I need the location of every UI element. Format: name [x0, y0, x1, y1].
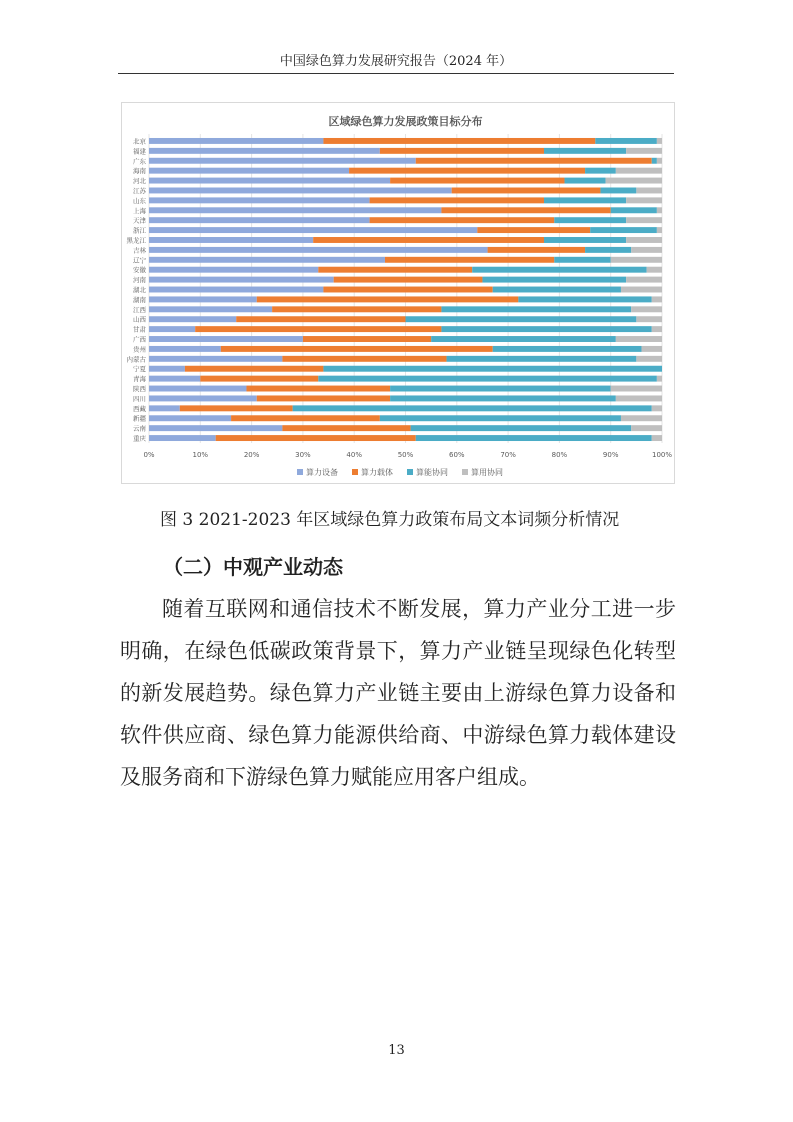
bar-segment: [621, 415, 662, 421]
bar-segment: [349, 168, 585, 174]
bar-segment: [452, 187, 601, 193]
x-tick-label: 60%: [449, 451, 465, 459]
bar-segment: [200, 376, 318, 382]
bar-segment: [149, 415, 231, 421]
bar-segment: [606, 178, 662, 184]
bar-segment: [313, 237, 544, 243]
category-label: 吉林: [133, 246, 146, 255]
bar-segment: [600, 187, 636, 193]
bar-segment: [518, 296, 651, 302]
bar-segment: [318, 267, 472, 273]
bar-segment: [149, 237, 313, 243]
stacked-bar-chart: [122, 103, 674, 483]
category-label: 黑龙江: [126, 236, 146, 245]
bar-segment: [657, 227, 662, 233]
bar-segment: [149, 287, 323, 293]
category-label: 北京: [133, 137, 146, 146]
bar-segment: [185, 366, 324, 372]
bar-segment: [590, 227, 657, 233]
bar-segment: [385, 257, 554, 263]
bar-segment: [544, 197, 626, 203]
category-label: 江西: [133, 305, 146, 314]
bar-segment: [390, 386, 611, 392]
legend-label: 算力载体: [361, 468, 393, 477]
legend-swatch: [352, 469, 358, 475]
bar-segment: [257, 395, 390, 401]
bar-segment: [303, 336, 431, 342]
bar-segment: [149, 296, 257, 302]
bar-segment: [380, 148, 544, 154]
bar-segment: [652, 435, 662, 441]
bar-segment: [544, 237, 626, 243]
bar-segment: [652, 405, 662, 411]
bar-segment: [149, 158, 416, 164]
bar-segment: [246, 386, 390, 392]
bar-segment: [631, 306, 662, 312]
bar-segment: [390, 178, 564, 184]
bar-segment: [236, 316, 405, 322]
x-tick-label: 50%: [397, 451, 414, 459]
x-tick-label: 40%: [346, 451, 362, 459]
bar-segment: [318, 376, 657, 382]
category-label: 广西: [133, 335, 146, 344]
bar-segment: [323, 287, 492, 293]
category-label: 西藏: [133, 404, 146, 413]
bar-segment: [411, 425, 632, 431]
bar-segment: [370, 217, 555, 223]
bar-segment: [631, 247, 662, 253]
bar-segment: [626, 217, 662, 223]
category-label: 海南: [133, 167, 146, 176]
category-label: 上海: [133, 206, 146, 215]
category-label: 河南: [133, 276, 146, 285]
chart-title: 区域绿色算力发展政策目标分布: [328, 115, 483, 128]
x-tick-label: 0%: [143, 451, 155, 459]
bar-segment: [221, 346, 493, 352]
section-heading: （二）中观产业动态: [163, 555, 343, 579]
bar-segment: [293, 405, 652, 411]
bar-segment: [636, 316, 662, 322]
bar-segment: [149, 386, 246, 392]
legend-label: 算力设备: [306, 468, 338, 477]
bar-segment: [195, 326, 441, 332]
bar-segment: [657, 138, 662, 144]
category-label: 四川: [133, 394, 146, 403]
category-label: 河北: [133, 177, 146, 186]
category-label: 山东: [133, 196, 146, 205]
bar-segment: [390, 395, 616, 401]
bar-segment: [282, 356, 446, 362]
bar-segment: [149, 168, 349, 174]
bar-segment: [149, 425, 282, 431]
bar-segment: [149, 346, 221, 352]
bar-segment: [447, 356, 637, 362]
figure-caption: 图 3 2021-2023 年区域绿色算力政策布局文本词频分析情况: [160, 510, 620, 530]
bar-segment: [641, 346, 662, 352]
bar-segment: [626, 277, 662, 283]
category-label: 福建: [133, 147, 146, 156]
bar-segment: [149, 435, 216, 441]
category-label: 内蒙古: [126, 355, 146, 364]
bar-segment: [149, 267, 318, 273]
bar-segment: [636, 356, 662, 362]
bar-segment: [149, 257, 385, 263]
chart-frame: [121, 102, 675, 484]
x-tick-label: 80%: [551, 451, 568, 459]
bar-segment: [616, 168, 662, 174]
bar-segment: [149, 356, 282, 362]
category-label: 辽宁: [133, 256, 146, 265]
bar-segment: [621, 287, 662, 293]
bar-segment: [416, 435, 652, 441]
bar-segment: [657, 207, 662, 213]
bar-segment: [370, 197, 544, 203]
bar-segment: [149, 178, 390, 184]
category-label: 新疆: [133, 414, 146, 423]
legend-swatch: [297, 469, 303, 475]
bar-segment: [149, 138, 323, 144]
bar-segment: [626, 148, 662, 154]
bar-segment: [554, 217, 626, 223]
bar-segment: [149, 187, 452, 193]
bar-segment: [647, 267, 662, 273]
bar-segment: [477, 227, 590, 233]
bar-segment: [482, 277, 626, 283]
bar-segment: [406, 316, 637, 322]
bar-segment: [631, 425, 662, 431]
category-label: 浙江: [133, 226, 146, 235]
body-paragraph: 随着互联网和通信技术不断发展，算力产业分工进一步明确，在绿色低碳政策背景下，算力产业链呈现绿色化转型的新发展趋势。绿色算力产业链主要由上游绿色算力设备和软件供应商、绿色算力能源供给商、中游绿色算力载体建设及服务商和下游绿色算力赋能应用客户组成。: [120, 597, 676, 789]
bar-segment: [441, 326, 651, 332]
x-tick-label: 10%: [192, 451, 209, 459]
bar-segment: [231, 415, 380, 421]
bar-segment: [441, 306, 631, 312]
page-number: 13: [388, 1043, 405, 1058]
bar-segment: [323, 138, 595, 144]
x-tick-label: 70%: [500, 451, 516, 459]
bar-segment: [149, 197, 370, 203]
bar-segment: [441, 207, 610, 213]
category-label: 宁夏: [133, 365, 146, 374]
bar-segment: [472, 267, 646, 273]
bar-segment: [272, 306, 441, 312]
bar-segment: [611, 386, 662, 392]
category-label: 天津: [133, 216, 146, 225]
bar-segment: [149, 395, 257, 401]
category-label: 安徽: [133, 266, 146, 275]
bar-segment: [585, 168, 616, 174]
bar-segment: [585, 247, 631, 253]
bar-segment: [282, 425, 410, 431]
x-tick-label: 90%: [602, 451, 619, 459]
category-label: 陕西: [133, 385, 146, 394]
bar-segment: [149, 207, 441, 213]
bar-segment: [652, 158, 657, 164]
bar-segment: [616, 336, 662, 342]
bar-segment: [149, 376, 200, 382]
category-label: 重庆: [133, 434, 146, 443]
bar-segment: [652, 326, 662, 332]
bar-segment: [431, 336, 616, 342]
bar-segment: [180, 405, 293, 411]
category-label: 青海: [133, 375, 146, 384]
bar-segment: [323, 366, 662, 372]
bar-segment: [626, 237, 662, 243]
bar-segment: [554, 257, 610, 263]
bar-segment: [611, 207, 657, 213]
bar-segment: [652, 296, 662, 302]
bar-segment: [493, 287, 621, 293]
bar-segment: [149, 227, 477, 233]
bar-segment: [149, 336, 303, 342]
x-tick-label: 30%: [295, 451, 311, 459]
bar-segment: [216, 435, 416, 441]
page-header: 中国绿色算力发展研究报告（2024 年）: [118, 50, 674, 74]
bar-segment: [565, 178, 606, 184]
bar-segment: [657, 158, 662, 164]
category-label: 贵州: [133, 345, 146, 354]
x-tick-label: 20%: [243, 451, 260, 459]
legend-swatch: [407, 469, 413, 475]
legend-swatch: [462, 469, 468, 475]
bar-segment: [149, 316, 236, 322]
bar-segment: [149, 247, 488, 253]
x-tick-label: 100%: [651, 451, 673, 459]
bar-segment: [636, 187, 662, 193]
category-label: 湖南: [133, 295, 146, 304]
category-label: 云南: [133, 424, 146, 433]
bar-segment: [611, 257, 662, 263]
legend-label: 算能协同: [416, 468, 448, 477]
bar-segment: [616, 395, 662, 401]
bar-segment: [149, 366, 185, 372]
category-label: 甘肃: [133, 325, 146, 334]
bar-segment: [334, 277, 483, 283]
bar-segment: [149, 326, 195, 332]
bar-segment: [626, 197, 662, 203]
bar-segment: [149, 405, 180, 411]
bar-segment: [149, 217, 370, 223]
bar-segment: [416, 158, 652, 164]
legend-label: 算用协同: [471, 468, 503, 477]
bar-segment: [257, 296, 519, 302]
bar-segment: [544, 148, 626, 154]
bar-segment: [149, 306, 272, 312]
bar-segment: [595, 138, 657, 144]
category-label: 江苏: [133, 186, 146, 195]
category-label: 山西: [133, 315, 146, 324]
bar-segment: [657, 376, 662, 382]
category-label: 湖北: [133, 286, 146, 294]
bar-segment: [493, 346, 642, 352]
bar-segment: [149, 277, 334, 283]
bar-segment: [149, 148, 380, 154]
category-label: 广东: [133, 157, 146, 166]
bar-segment: [380, 415, 621, 421]
bar-segment: [488, 247, 585, 253]
body-text: [120, 588, 676, 798]
